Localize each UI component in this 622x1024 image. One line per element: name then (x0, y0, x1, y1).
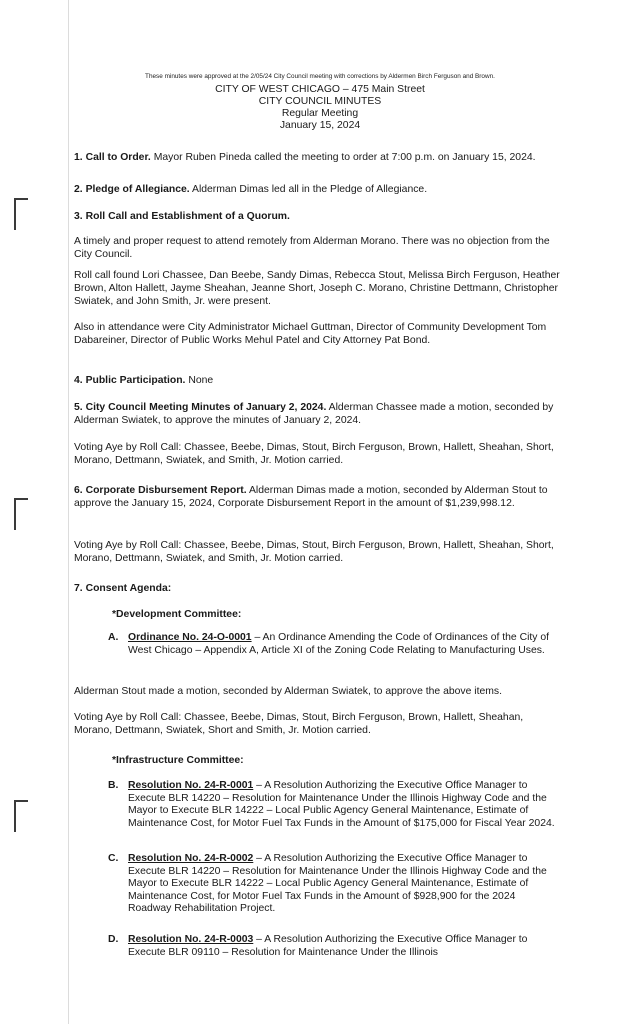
item-description: – A Resolution Authorizing the Executive Office Manager to Execute BLR 09110 – Resolution for Maintenance Under the Illinois (128, 934, 528, 958)
vote-record: Voting Aye by Roll Call: Chassee, Beebe, Dimas, Stout, Birch Ferguson, Brown, Hallett, Sheahan, Short, Morano, Dettmann, Swiatek, and Smith, Jr. Motion carried. (74, 540, 554, 564)
scan-edge-line (68, 0, 69, 1024)
section-title: City Council Meeting Minutes of January 2, 2024. (85, 402, 327, 413)
binder-mark (14, 498, 28, 530)
section-call-to-order (74, 152, 560, 165)
agenda-item-a (108, 632, 556, 657)
header-meeting-type: Regular Meeting (281, 108, 359, 119)
section-title: Roll Call and Establishment of a Quorum. (85, 211, 290, 222)
section-consent-agenda (74, 583, 560, 596)
section-text: Alderman Dimas led all in the Pledge of Allegiance. (192, 184, 428, 195)
section-text: Alderman Chassee made a motion, seconded by Alderman Swiatek, to approve the minutes of January 2, 2024. (74, 402, 554, 426)
section-text: Alderman Dimas made a motion, seconded by Alderman Stout to approve the January 15, 2024, Corporate Disbursement Report in the amount of $1,239,998.12. (74, 485, 548, 509)
agenda-item-c (108, 853, 556, 916)
section-disbursement-report (74, 485, 560, 511)
item-letter: D. (108, 934, 119, 945)
section-text: Mayor Ruben Pineda called the meeting to order at 7:00 p.m. on January 15, 2024. (153, 152, 536, 163)
section-number: 6. (74, 485, 83, 496)
section-number: 3. (74, 211, 83, 222)
section-title: Consent Agenda: (85, 583, 172, 594)
section-public-participation (74, 375, 560, 388)
binder-mark (14, 800, 28, 832)
attendance-paragraph: Also in attendance were City Administrator Michael Guttman, Director of Community Development Tom Dabareiner, Director of Public Works Mehul Patel and City Attorney Pat Bond. (74, 322, 547, 346)
section-number: 1. (74, 152, 83, 163)
section-number: 7. (74, 583, 83, 594)
agenda-item-b (108, 780, 556, 830)
remote-attendance-paragraph: A timely and proper request to attend remotely from Alderman Morano. There was no objection from the City Council. (74, 236, 550, 260)
section-number: 4. (74, 375, 83, 386)
section-title: Call to Order. (85, 152, 151, 163)
resolution-reference: Resolution No. 24-R-0001 (128, 780, 254, 791)
section-minutes-approval (74, 402, 560, 428)
section-title: Pledge of Allegiance. (85, 184, 190, 195)
development-committee-heading: *Development Committee: (112, 609, 242, 620)
agenda-item-d (108, 934, 556, 959)
section-pledge (74, 184, 560, 197)
approval-note: These minutes were approved at the 2/05/24 City Council meeting with corrections by Aldermen Birch Ferguson and Brown. (145, 73, 495, 80)
item-letter: C. (108, 853, 119, 864)
item-letter: B. (108, 780, 119, 791)
vote-record: Voting Aye by Roll Call: Chassee, Beebe, Dimas, Stout, Birch Ferguson, Brown, Hallett, Sheahan, Short, Morano, Dettmann, Swiatek, and Smith, Jr. Motion carried. (74, 442, 554, 466)
resolution-reference: Resolution No. 24-R-0002 (128, 853, 254, 864)
section-number: 5. (74, 402, 83, 413)
roll-call-paragraph: Roll call found Lori Chassee, Dan Beebe, Sandy Dimas, Rebecca Stout, Melissa Birch Ferguson, Heather Brown, Alton Hallett, Jayme Sheahan, Jeanne Short, Joseph C. Morano, Christine Dettmann, Christopher Swiatek, and John Smith, Jr. were present. (74, 270, 560, 307)
resolution-reference: Resolution No. 24-R-0003 (128, 934, 254, 945)
header-date: January 15, 2024 (279, 120, 361, 131)
item-letter: A. (108, 632, 119, 643)
ordinance-reference: Ordinance No. 24-O-0001 (128, 632, 252, 643)
header-city: CITY OF WEST CHICAGO – 475 Main Street (215, 84, 425, 95)
section-number: 2. (74, 184, 83, 195)
header-title: CITY COUNCIL MINUTES (258, 96, 382, 107)
item-description: – A Resolution Authorizing the Executive Office Manager to Execute BLR 14220 – Resolution for Maintenance Under the Illinois Highway Code and the Mayor to Execute BLR 14222 – Local Public Agency General Maintenance, Estimate of Maintenance Cost, for Motor Fuel Tax Funds in the Amount of $928,900 for the 2024 Roadway Rehabilitation Project. (128, 853, 547, 915)
section-title: Public Participation. (85, 375, 186, 386)
motion-paragraph: Alderman Stout made a motion, seconded by Alderman Swiatek, to approve the above items. (74, 686, 502, 697)
infrastructure-committee-heading: *Infrastructure Committee: (112, 755, 244, 766)
section-title: Corporate Disbursement Report. (85, 485, 247, 496)
section-text: None (188, 375, 214, 386)
section-roll-call (74, 211, 560, 224)
item-description: – An Ordinance Amending the Code of Ordinances of the City of West Chicago – Appendix A, Article XI of the Zoning Code Relating to Manufacturing Uses. (128, 632, 550, 656)
item-description: – A Resolution Authorizing the Executive Office Manager to Execute BLR 14220 – Resolution for Maintenance Under the Illinois Highway Code and the Mayor to Execute BLR 14222 – Local Public Agency General Maintenance, Estimate of Maintenance Cost, for Motor Fuel Tax Funds in the Amount of $175,000 for Fiscal Year 2024. (128, 780, 555, 829)
vote-record: Voting Aye by Roll Call: Chassee, Beebe, Dimas, Stout, Birch Ferguson, Brown, Hallett, Sheahan, Morano, Dettmann, Swiatek, Short and Smith, Jr. Motion carried. (74, 712, 524, 736)
binder-mark (14, 198, 28, 230)
